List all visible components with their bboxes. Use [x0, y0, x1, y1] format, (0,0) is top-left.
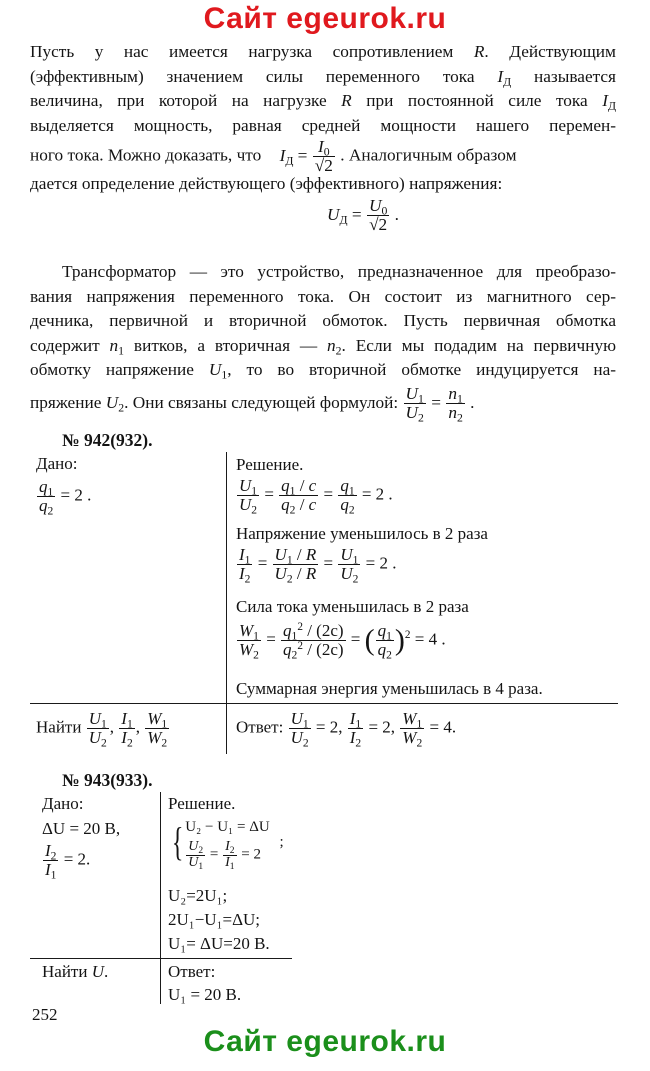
p942-text-voltage: Напряжение уменьшилось в 2 раза	[236, 524, 488, 543]
fraction-u1-u2: $\frac{U_1}{U_2}$	[405, 383, 424, 425]
p942-text-energy: Суммарная энергия уменьшилась в 4 раза.	[236, 679, 543, 698]
p943-step2: 2U₁−U₁=ΔU;	[168, 910, 261, 929]
p942-divider-horizontal	[30, 703, 618, 704]
problem-942-title: № 942(932).	[62, 430, 153, 450]
p942-find: Найти $\frac{U_1}{U_2}$ , $\frac{I_1}{I_2}$ , $\frac{W_1}{W_2}$	[36, 709, 168, 750]
p2-line3: дечника, первичной и вторичной обмоток. Пусть первичная обмотка	[30, 311, 616, 330]
problem-943-title: № 943(933).	[62, 770, 153, 790]
p2-line2: вания напряжения переменного тока. Он состоит из магнитного сер-	[30, 286, 616, 306]
p2-line6: пряжение $U_2$. Они связаны следующей формулой: $\frac{U_1}{U_2}$ = $\frac{n_1}{n_2}$ .	[30, 383, 475, 425]
p943-divider-horizontal	[30, 958, 292, 959]
p943-step1: U₂=2U₁;	[168, 886, 228, 905]
site-footer[interactable]: Сайт egeurok.ru	[203, 1025, 447, 1058]
formula-rms-voltage: $U_Д$ = $\frac{U_0}{√2}$ .	[327, 195, 399, 235]
p1-line1: Пусть у нас имеется нагрузка сопротивлением R. Действующим	[30, 42, 616, 61]
formula-rms-current: $I_Д$ = $\frac{I_0}{√2}$	[279, 137, 333, 176]
p943-given-ratio: $\frac{I_2}{I_1}$ = 2.	[45, 841, 91, 882]
p943-solution-label: Решение.	[168, 794, 236, 813]
p942-solution-label: Решение.	[236, 455, 304, 474]
p942-text-current: Сила тока уменьшилась в 2 раза	[236, 597, 469, 616]
p943-find: Найти U.	[42, 962, 109, 981]
fraction-n1-n2: $\frac{n_1}{n_2}$	[448, 383, 463, 425]
paragraph-transformer	[30, 260, 616, 423]
p943-system: { U₂ − U₁ = ΔU $\frac{U_2}{U_1}$ = $\frac{I_2}{I_1}$ = 2 ;	[171, 819, 284, 872]
p942-given-label: Дано:	[36, 454, 78, 473]
page-number: 252	[32, 1005, 58, 1024]
p943-answer-label: Ответ:	[168, 962, 216, 981]
p943-given-delta-u: ΔU = 20 В,	[42, 819, 121, 838]
p1-line5: ного тока. Можно доказать, что $I_Д$ = $\frac{I_0}{√2}$ . Аналогичным образом	[30, 137, 517, 176]
p942-solution-line1: $\frac{U_1}{U_2}$ = $\frac{q_1 / c}{q_2 / c}$ = $\frac{q_1}{q_2}$ = 2 .	[239, 476, 393, 517]
p942-solution-line3: $\frac{W_1}{W_2}$ = $\frac{q_1^2 / (2c)}{q_2^2 / (2c)}$ = ( $\frac{q_1}{q_2}$ )$^2$ = 4 .	[239, 620, 446, 662]
p1-line6: дается определение действующего (эффективного) напряжения:	[30, 174, 503, 193]
fraction-u0-sqrt2: $\frac{U_0}{√2}$	[368, 195, 388, 235]
p943-divider-vertical	[160, 792, 161, 1004]
p943-given-label: Дано:	[42, 794, 84, 813]
p942-given-formula: $\frac{q_1}{q_2}$ = 2 .	[39, 477, 92, 518]
p2-line1: Трансформатор — это устройство, предназначенное для преобразо-	[62, 262, 616, 281]
p942-answer: Ответ: $\frac{U_1}{U_2}$ = 2, $\frac{I_1}{I_2}$ = 2, $\frac{W_1}{W_2}$ = 4.	[236, 709, 457, 750]
p2-line5: обмотку напряжение $U_1$, то во вторичной обмотке индуцируется на-	[30, 360, 616, 382]
p1-line3: величина, при которой на нагрузке R при постоянной силе тока $I_Д$	[30, 91, 616, 113]
p943-step3: U₁= ΔU=20 В.	[168, 934, 270, 953]
p2-line4: содержит $n_1$ витков, а вторичная — $n_2$. Если мы подадим на первичную	[30, 335, 616, 358]
fraction-i0-sqrt2: $\frac{I_0}{√2}$	[314, 137, 333, 176]
site-header[interactable]: Сайт egeurok.ru	[203, 2, 447, 35]
p943-answer-value: U₁ = 20 В.	[168, 985, 242, 1004]
p942-solution-line2: $\frac{I_1}{I_2}$ = $\frac{U_1 / R}{U_2 / R}$ = $\frac{U_1}{U_2}$ = 2 .	[239, 545, 397, 586]
p942-divider-vertical	[226, 452, 227, 754]
paragraph-rms-current	[30, 40, 616, 233]
p1-line4: выделяется мощность, равная средней мощности нашего перемен-	[30, 115, 616, 135]
p1-line2: (эффективным) значением силы переменного тока $I_Д$ называется	[30, 66, 616, 89]
